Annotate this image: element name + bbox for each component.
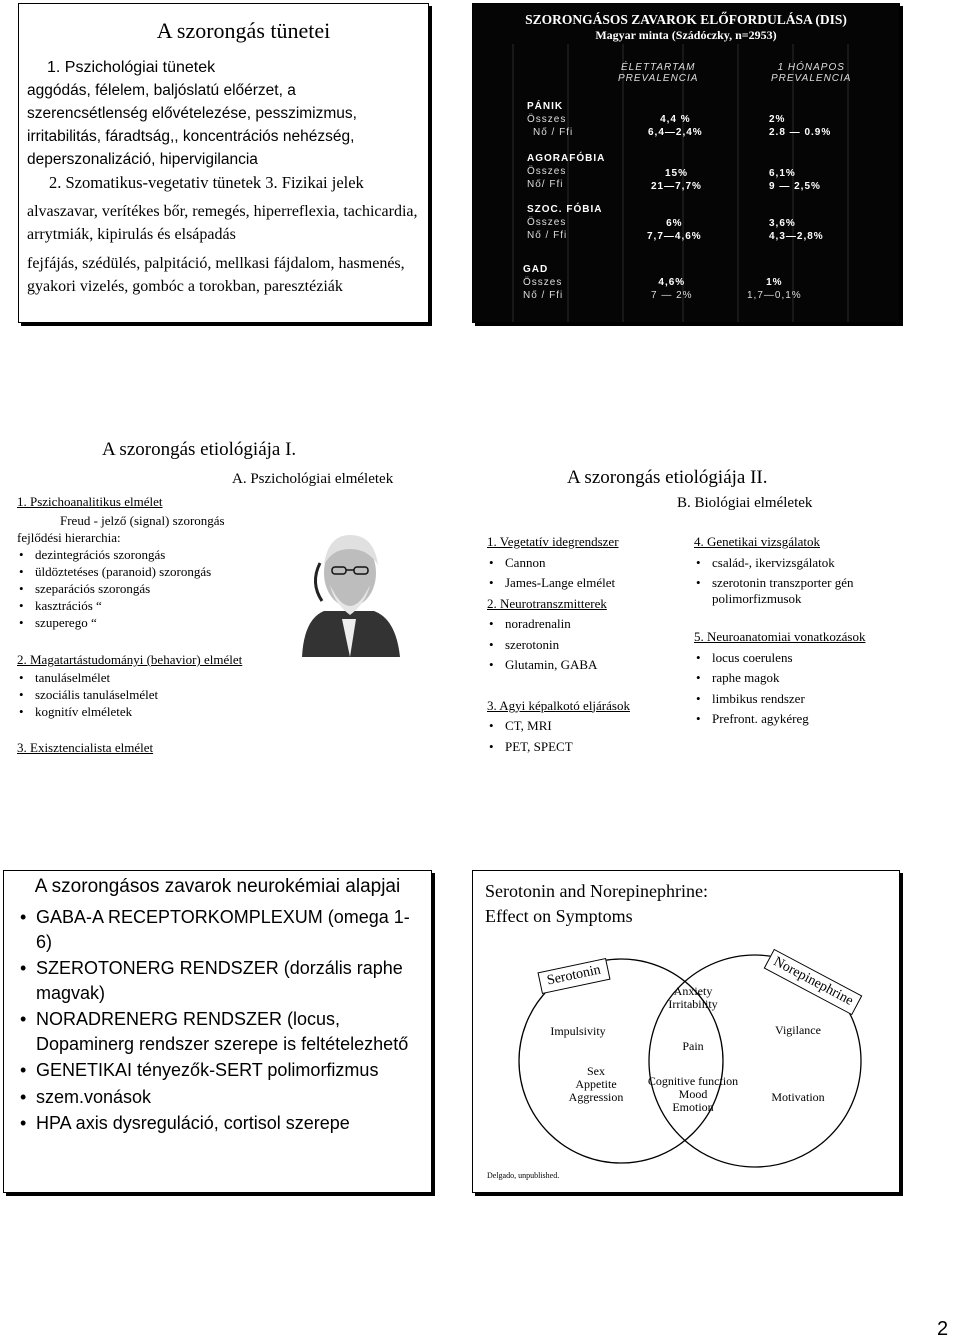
list-item: • noradrenalin <box>487 614 630 635</box>
agoraphobia-month: 6,1% 9 — 2,5% <box>769 168 821 192</box>
serotonin-label: Serotonin <box>537 958 610 994</box>
venn-motivation: Motivation <box>771 1090 825 1104</box>
group-heading: 3. Agyi képalkotó eljárások <box>487 697 630 713</box>
behavior-list <box>17 669 158 720</box>
gad-month: 1% 1,7—0,1% <box>747 277 802 301</box>
row-gad: GAD Összes Nő / Ffi <box>523 264 564 301</box>
list-item: • kognitív elméletek <box>17 703 158 720</box>
panic-month: 2% 2.8 — 0.9% <box>769 114 832 138</box>
heading-psychological: 1. Pszichológiai tünetek <box>47 59 216 76</box>
table-title: SZORONGÁSOS ZAVAROK ELŐFORDULÁSA (DIS) <box>525 12 847 27</box>
list-item: • PET, SPECT <box>487 737 630 758</box>
venn-sex-appetite-aggression: Sex Appetite Aggression <box>568 1064 624 1104</box>
list-item: • GENETIKAI tényezők-SERT polimorfizmus <box>18 1058 423 1083</box>
hierarchy-list <box>17 546 211 631</box>
list-item: • dezintegrációs szorongás <box>17 546 211 563</box>
list-item: • SZEROTONERG RENDSZER (dorzális raphe magvak) <box>18 956 423 1005</box>
left-column <box>487 532 630 757</box>
col-lifetime-head: ÉLETTARTAM PREVALENCIA <box>618 62 699 84</box>
row-social-phobia: SZOC. FÓBIA Összes Nő / Ffi <box>527 204 603 241</box>
row-agoraphobia: AGORAFÓBIA Összes Nő/ Ffi <box>527 153 606 190</box>
behavior-heading: 2. Magatartástudományi (behavior) elmélet <box>17 652 243 667</box>
list-item: • szociális tanuláselmélet <box>17 686 158 703</box>
group-heading: 1. Vegetatív idegrendszer <box>487 534 619 549</box>
group-heading: 2. Neurotranszmitterek <box>487 595 607 611</box>
list-item: • tanuláselmélet <box>17 669 158 686</box>
list-item: • szeparációs szorongás <box>17 580 211 597</box>
venn-pain: Pain <box>682 1039 704 1053</box>
gad-lifetime: 4,6% 7 — 2% <box>651 277 693 301</box>
row-panic: PÁNIK Összes Nő / Ffi <box>527 101 574 138</box>
psychoanalytic-heading: 1. Pszichoanalitikus elmélet <box>17 494 163 509</box>
slide-title: A szorongás etiológiája II. <box>567 467 768 488</box>
social-phobia-month: 3,6% 4,3—2,8% <box>769 218 824 242</box>
table-subtitle: Magyar minta (Szádóczky, n=2953) <box>595 28 777 42</box>
slide-etiology-1 <box>2 435 430 761</box>
existential-heading: 3. Exisztencialista elmélet <box>17 740 154 755</box>
list-item: • NORADRENERG RENDSZER (locus, Dopaminerg rendszer szerepe is feltételezhető <box>18 1007 423 1056</box>
freud-portrait <box>294 523 404 657</box>
neuro-list <box>18 905 423 1136</box>
panic-lifetime: 4,4 % 6,4—2,4% <box>648 114 703 138</box>
hierarchy-line: fejlődési hierarchia: <box>17 530 121 545</box>
social-phobia-lifetime: 6% 7,7—4,6% <box>647 218 702 242</box>
somatic-symptoms-text: alvaszavar, verítékes bőr, remegés, hiperreflexia, tachicardia, arrytmiák, kipirulás és elsápadás <box>27 203 418 243</box>
page-number: 2 <box>937 1318 949 1340</box>
group-heading: 4. Genetikai vizsgálatok <box>694 534 820 549</box>
list-item: • szuperego “ <box>17 614 211 631</box>
physical-signs-text: fejfájás, szédülés, palpitáció, mellkasi fájdalom, hasmenés, gyakori vizelés, gombóc a torokban, paresztéziák <box>27 255 405 295</box>
list-item: • Glutamin, GABA <box>487 655 630 676</box>
venn-anxiety-irritability: Anxiety Irritability <box>668 984 718 1011</box>
slide-venn <box>472 870 900 1193</box>
list-item: • locus coerulens <box>694 648 894 669</box>
venn-cognitive-mood-emotion: Cognitive function Mood Emotion <box>647 1074 739 1114</box>
list-item: • szem.vonások <box>18 1085 423 1110</box>
slide-title: A szorongás tünetei <box>156 18 331 43</box>
freud-line: Freud - jelző (signal) szorongás <box>60 513 225 528</box>
slide-symptoms <box>18 3 429 323</box>
list-item: • Cannon <box>487 553 630 574</box>
col-month-head: 1 HÓNAPOS PREVALENCIA <box>771 62 852 84</box>
source-credit: Delgado, unpublished. <box>487 1171 560 1180</box>
list-item: • limbikus rendszer <box>694 689 894 710</box>
right-column <box>694 532 894 730</box>
group-heading: 5. Neuroanatomiai vonatkozások <box>694 629 866 644</box>
list-item: • szerotonin transzporter gén polimorfizmusok <box>694 575 894 607</box>
list-item: • üldöztetéses (paranoid) szorongás <box>17 563 211 580</box>
list-item: • GABA-A RECEPTORKOMPLEXUM (omega 1-6) <box>18 905 423 954</box>
list-item: • család-, ikervizsgálatok <box>694 553 894 574</box>
slide-neurochemistry <box>3 870 432 1193</box>
slide-title: A szorongás etiológiája I. <box>102 439 297 460</box>
psychological-symptoms-text: aggódás, félelem, baljóslatú előérzet, a szerencsétlenség elővételezése, pesszimizmus, irritabilitás, fáradtság,, koncentrációs nehézség, deperszonalizáció, hipervigilancia <box>27 82 357 168</box>
list-item: • kasztrációs “ <box>17 597 211 614</box>
agoraphobia-lifetime: 15% 21—7,7% <box>651 168 702 192</box>
slide-prevalence <box>472 3 900 323</box>
list-item: • szerotonin <box>487 635 630 656</box>
list-item: • raphe magok <box>694 668 894 689</box>
list-item: • CT, MRI <box>487 716 630 737</box>
heading-somatic: 2. Szomatikus-vegetativ tünetek 3. Fizikai jelek <box>49 173 364 192</box>
list-item: • James-Lange elmélet <box>487 573 630 594</box>
list-item: • Prefront. agykéreg <box>694 709 894 730</box>
slide-title: Serotonin and Norepinephrine: Effect on Symptoms <box>485 881 708 926</box>
slide-title: A szorongásos zavarok neurokémiai alapjai <box>34 876 401 897</box>
list-item: • HPA axis dysreguláció, cortisol szerepe <box>18 1111 423 1136</box>
slide-subtitle: B. Biológiai elméletek <box>677 495 813 511</box>
slide-etiology-2 <box>472 435 900 761</box>
slide-subtitle: A. Pszichológiai elméletek <box>232 471 394 487</box>
venn-impulsivity: Impulsivity <box>550 1024 606 1038</box>
norepinephrine-label: Norepinephrine <box>764 949 863 1015</box>
venn-vigilance: Vigilance <box>775 1023 821 1037</box>
